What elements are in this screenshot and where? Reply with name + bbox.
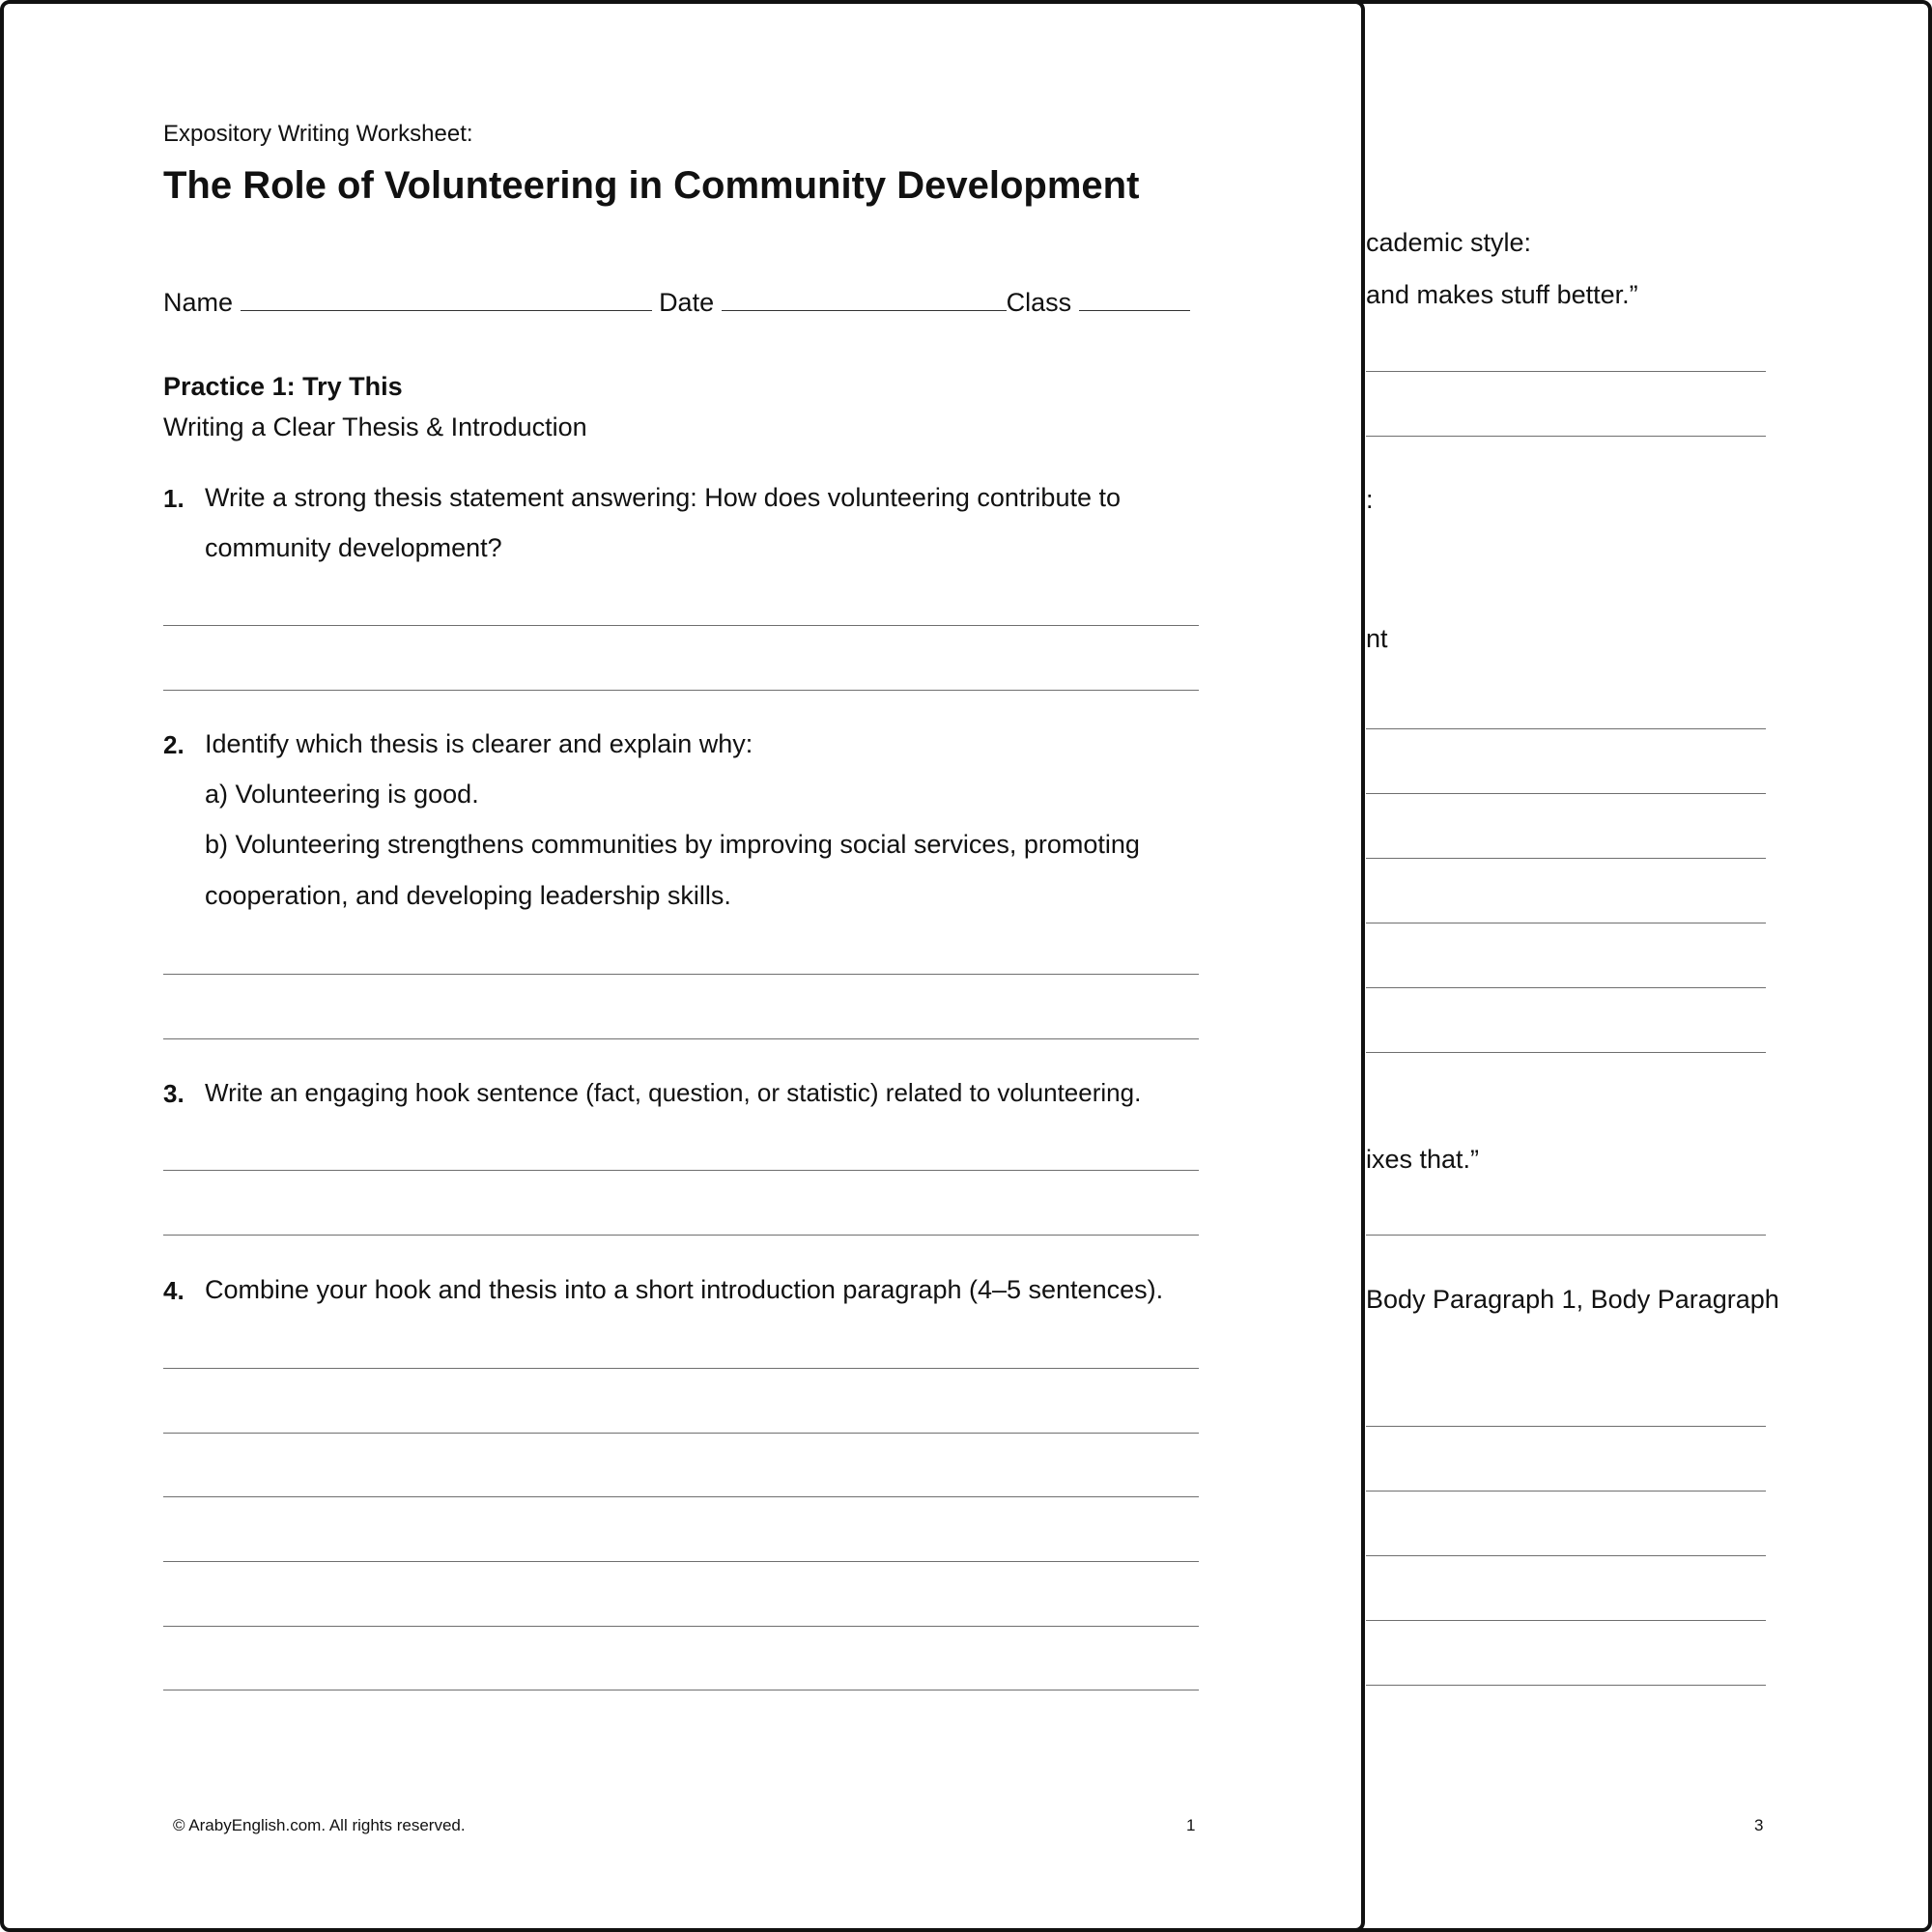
answer-line[interactable] bbox=[1366, 1555, 1766, 1556]
question-number: 3. bbox=[163, 1079, 185, 1108]
class-field[interactable] bbox=[1079, 289, 1190, 311]
answer-line[interactable] bbox=[163, 1496, 1199, 1497]
answer-line[interactable] bbox=[1366, 436, 1766, 437]
question-text: Combine your hook and thesis into a short introduction paragraph (4–5 sentences). bbox=[205, 1275, 1164, 1304]
page-number: 1 bbox=[1186, 1816, 1196, 1834]
answer-line[interactable] bbox=[163, 1368, 1199, 1369]
answer-line[interactable] bbox=[1366, 1685, 1766, 1686]
page-title: The Role of Volunteering in Community Development bbox=[163, 164, 1140, 207]
answer-line[interactable] bbox=[1366, 728, 1766, 729]
answer-line[interactable] bbox=[163, 1235, 1199, 1236]
answer-line[interactable] bbox=[1366, 858, 1766, 859]
page3-text-fragment: Body Paragraph 1, Body Paragraph bbox=[1366, 1285, 1779, 1314]
page-number: 3 bbox=[1754, 1816, 1764, 1834]
answer-line[interactable] bbox=[163, 1433, 1199, 1434]
answer-line[interactable] bbox=[1366, 1620, 1766, 1621]
date-field[interactable] bbox=[722, 289, 1007, 311]
answer-line[interactable] bbox=[163, 625, 1199, 626]
page3-text-fragment: and makes stuff better.” bbox=[1366, 280, 1638, 309]
practice-subheading: Writing a Clear Thesis & Introduction bbox=[163, 412, 587, 441]
page3-text-fragment: nt bbox=[1366, 624, 1388, 653]
answer-line[interactable] bbox=[1366, 987, 1766, 988]
option-b: b) Volunteering strengthens communities by improving social services, promoting bbox=[205, 830, 1140, 859]
answer-line[interactable] bbox=[1366, 371, 1766, 372]
option-b: cooperation, and developing leadership skills. bbox=[205, 881, 731, 910]
answer-line[interactable] bbox=[1366, 1491, 1766, 1492]
class-label: Class bbox=[1006, 288, 1072, 317]
answer-line[interactable] bbox=[163, 1170, 1199, 1171]
page3-text-fragment: : bbox=[1366, 485, 1374, 514]
date-label: Date bbox=[659, 288, 715, 317]
question-number: 1. bbox=[163, 484, 185, 513]
question-text: community development? bbox=[205, 533, 502, 562]
practice-heading: Practice 1: Try This bbox=[163, 372, 403, 401]
page3-text-fragment: cademic style: bbox=[1366, 228, 1532, 257]
option-a: a) Volunteering is good. bbox=[205, 780, 479, 809]
question-number: 2. bbox=[163, 730, 185, 759]
student-info-fields bbox=[163, 288, 1190, 318]
answer-line[interactable] bbox=[1366, 1235, 1766, 1236]
answer-line[interactable] bbox=[163, 1561, 1199, 1562]
answer-line[interactable] bbox=[163, 1626, 1199, 1627]
worksheet-supertitle: Expository Writing Worksheet: bbox=[163, 121, 473, 147]
answer-line[interactable] bbox=[1366, 793, 1766, 794]
question-text: Write a strong thesis statement answering: How does volunteering contribute to bbox=[205, 483, 1121, 512]
answer-line[interactable] bbox=[163, 1038, 1199, 1039]
page3-text-fragment: ixes that.” bbox=[1366, 1145, 1480, 1174]
name-field[interactable] bbox=[241, 289, 652, 311]
question-text: Write an engaging hook sentence (fact, question, or statistic) related to volunteering. bbox=[205, 1078, 1142, 1107]
copyright-notice: © ArabyEnglish.com. All rights reserved. bbox=[173, 1816, 466, 1834]
name-label: Name bbox=[163, 288, 234, 317]
question-text: Identify which thesis is clearer and explain why: bbox=[205, 729, 753, 758]
answer-line[interactable] bbox=[1366, 1426, 1766, 1427]
answer-line[interactable] bbox=[1366, 1052, 1766, 1053]
question-number: 4. bbox=[163, 1276, 185, 1305]
answer-line[interactable] bbox=[163, 974, 1199, 975]
answer-line[interactable] bbox=[163, 690, 1199, 691]
